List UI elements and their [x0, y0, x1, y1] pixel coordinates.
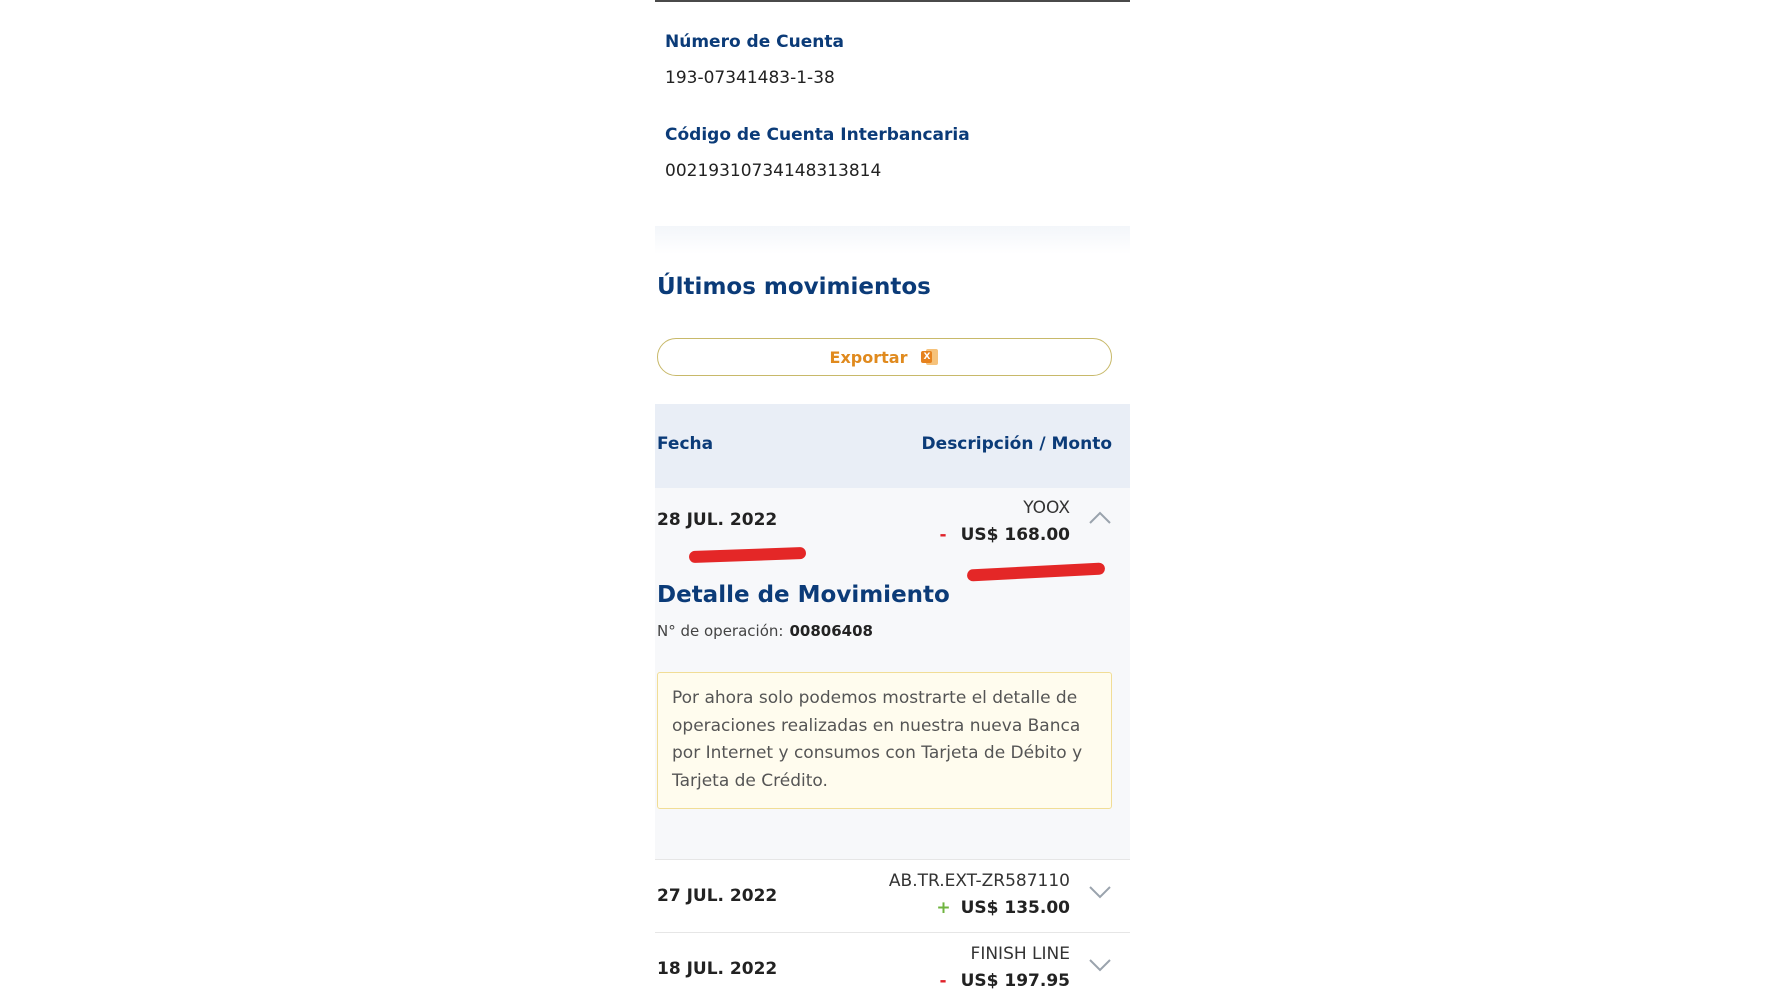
table-header: [655, 404, 1130, 488]
cci-value: 00219310734148313814: [665, 161, 882, 181]
info-notice: Por ahora solo podemos mostrarte el detalle de operaciones realizadas en nuestra nueva Banca por Internet y consumos con Tarjeta de Débito y Tarjeta de Crédito.: [657, 672, 1112, 809]
amount-sign: -: [939, 525, 947, 545]
movement-date: 18 JUL. 2022: [657, 959, 778, 979]
amount-value: US$ 135.00: [960, 898, 1070, 918]
amount-value: US$ 197.95: [960, 971, 1070, 991]
account-panel: [655, 0, 1130, 1000]
movement-row-expanded[interactable]: [655, 488, 1130, 859]
movement-date: 28 JUL. 2022: [657, 510, 778, 530]
header-date: Fecha: [657, 434, 714, 454]
red-annotation-mark: [689, 547, 806, 563]
amount-sign: +: [936, 898, 951, 918]
movement-amount: [940, 525, 1070, 545]
amount-value: US$ 168.00: [960, 525, 1070, 545]
movement-amount: [940, 971, 1070, 991]
movement-row[interactable]: [655, 932, 1130, 1006]
red-annotation-mark: [967, 562, 1105, 581]
chevron-down-icon[interactable]: [1088, 957, 1112, 973]
cci-label: Código de Cuenta Interbancaria: [665, 125, 970, 145]
account-number-label: Número de Cuenta: [665, 32, 844, 52]
movement-description: AB.TR.EXT-ZR587110: [888, 871, 1070, 891]
movement-row[interactable]: [655, 859, 1130, 933]
section-divider: [655, 226, 1130, 254]
movement-description: YOOX: [1023, 498, 1070, 518]
movement-date: 27 JUL. 2022: [657, 886, 778, 906]
amount-sign: -: [939, 971, 947, 991]
export-button[interactable]: [657, 338, 1112, 376]
excel-file-icon: X: [921, 348, 939, 366]
movement-amount: [936, 898, 1070, 918]
detail-title: Detalle de Movimiento: [657, 582, 950, 608]
export-button-label: Exportar: [829, 347, 908, 367]
header-description-amount: Descripción / Monto: [921, 434, 1112, 454]
operation-label: N° de operación:: [657, 622, 784, 640]
operation-number-line: [657, 622, 873, 640]
operation-number: 00806408: [789, 622, 873, 640]
top-divider: [655, 0, 1130, 2]
movement-description: FINISH LINE: [970, 944, 1070, 964]
chevron-down-icon[interactable]: [1088, 884, 1112, 900]
chevron-up-icon[interactable]: [1088, 510, 1112, 526]
account-number-value: 193-07341483-1-38: [665, 68, 835, 88]
section-title: Últimos movimientos: [657, 274, 931, 300]
